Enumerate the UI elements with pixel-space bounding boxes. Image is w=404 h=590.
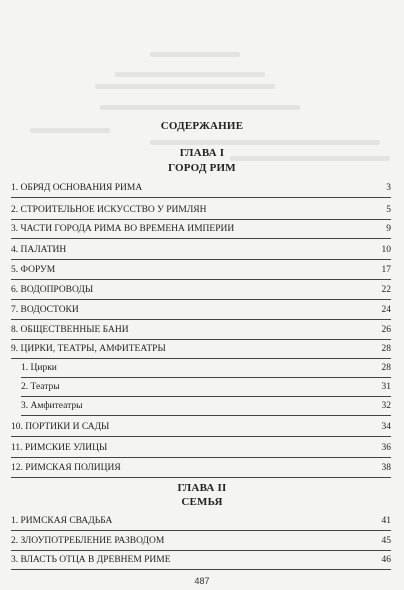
entry-underline xyxy=(11,436,391,437)
toc-entry-page: 28 xyxy=(381,363,391,373)
toc-entry-label: 3. ЧАСТИ ГОРОДА РИМА ВО ВРЕМЕНА ИМПЕРИИ xyxy=(11,224,235,234)
entry-underline xyxy=(11,279,391,280)
toc-entry[interactable] xyxy=(11,243,391,257)
toc-entry-page: 41 xyxy=(381,516,391,526)
toc-entry-page: 17 xyxy=(381,265,391,275)
toc-subentry[interactable] xyxy=(21,399,391,413)
toc-entry-label: 2. Театры xyxy=(21,382,60,392)
toc-entry-label: 3. Амфитеатры xyxy=(21,401,83,411)
toc-entry[interactable] xyxy=(11,323,391,337)
toc-entry-label: 2. СТРОИТЕЛЬНОЕ ИСКУССТВО У РИМЛЯН xyxy=(11,205,207,215)
toc-entry-label: 7. ВОДОСТОКИ xyxy=(11,305,79,315)
chapter-1-number: ГЛАВА I xyxy=(179,147,225,159)
toc-entry-page: 22 xyxy=(381,285,391,295)
bleed-through-mark xyxy=(100,105,300,110)
entry-underline xyxy=(21,396,391,397)
entry-underline xyxy=(11,219,391,220)
toc-entry[interactable] xyxy=(11,222,391,236)
toc-entry-page: 9 xyxy=(386,224,391,234)
toc-entry-page: 3 xyxy=(386,183,391,193)
toc-subentry[interactable] xyxy=(21,380,391,394)
chapter-2-title: СЕМЬЯ xyxy=(181,496,223,508)
toc-entry-label: 1. РИМСКАЯ СВАДЬБА xyxy=(11,516,113,526)
toc-entry-page: 26 xyxy=(381,325,391,335)
toc-entry[interactable] xyxy=(11,342,391,356)
entry-underline xyxy=(11,339,391,340)
toc-entry-label: 11. РИМСКИЕ УЛИЦЫ xyxy=(11,443,108,453)
entry-underline xyxy=(21,415,391,416)
toc-entry[interactable] xyxy=(11,283,391,297)
entry-underline xyxy=(11,477,391,478)
toc-entry[interactable] xyxy=(11,420,391,434)
toc-entry-page: 46 xyxy=(381,555,391,565)
entry-underline xyxy=(11,259,391,260)
toc-subentry[interactable] xyxy=(21,361,391,375)
toc-entry-page: 32 xyxy=(381,401,391,411)
entry-underline xyxy=(11,358,391,359)
toc-entry-page: 5 xyxy=(386,205,391,215)
toc-entry-page: 45 xyxy=(381,536,391,546)
toc-entry-page: 36 xyxy=(381,443,391,453)
toc-entry-label: 10. ПОРТИКИ И САДЫ xyxy=(11,422,110,432)
entry-underline xyxy=(21,377,391,378)
entry-underline xyxy=(11,530,391,531)
toc-entry[interactable] xyxy=(11,534,391,548)
entry-underline xyxy=(11,238,391,239)
toc-entry[interactable] xyxy=(11,461,391,475)
chapter-1-title: ГОРОД РИМ xyxy=(168,162,236,174)
toc-entry-label: 3. ВЛАСТЬ ОТЦА В ДРЕВНЕМ РИМЕ xyxy=(11,555,171,565)
toc-entry[interactable] xyxy=(11,441,391,455)
entry-underline xyxy=(11,457,391,458)
contents-title: СОДЕРЖАНИЕ xyxy=(160,120,244,132)
entry-underline xyxy=(11,299,391,300)
bleed-through-mark xyxy=(95,84,275,89)
toc-entry[interactable] xyxy=(11,553,391,567)
toc-entry-label: 5. ФОРУМ xyxy=(11,265,56,275)
toc-entry-label: 2. ЗЛОУПОТРЕБЛЕНИЕ РАЗВОДОМ xyxy=(11,536,165,546)
bleed-through-mark xyxy=(150,52,240,57)
toc-entry[interactable] xyxy=(11,181,391,195)
toc-entry-page: 24 xyxy=(381,305,391,315)
toc-entry[interactable] xyxy=(11,514,391,528)
toc-entry-page: 10 xyxy=(381,245,391,255)
entry-underline xyxy=(11,569,391,570)
toc-entry-page: 31 xyxy=(381,382,391,392)
entry-underline xyxy=(11,550,391,551)
toc-entry-page: 38 xyxy=(381,463,391,473)
page-number: 487 xyxy=(194,576,210,586)
toc-entry-label: 4. ПАЛАТИН xyxy=(11,245,67,255)
entry-underline xyxy=(11,319,391,320)
toc-entry-label: 1. ОБРЯД ОСНОВАНИЯ РИМА xyxy=(11,183,143,193)
toc-entry-label: 12. РИМСКАЯ ПОЛИЦИЯ xyxy=(11,463,121,473)
toc-entry[interactable] xyxy=(11,203,391,217)
bleed-through-mark xyxy=(150,140,380,145)
entry-underline xyxy=(11,197,391,198)
toc-entry-label: 1. Цирки xyxy=(21,363,57,373)
chapter-2-number: ГЛАВА II xyxy=(177,482,227,494)
toc-entry[interactable] xyxy=(11,263,391,277)
toc-entry-label: 6. ВОДОПРОВОДЫ xyxy=(11,285,94,295)
toc-entry-label: 9. ЦИРКИ, ТЕАТРЫ, АМФИТЕАТРЫ xyxy=(11,344,166,354)
toc-entry-page: 28 xyxy=(381,344,391,354)
toc-entry-page: 34 xyxy=(381,422,391,432)
bleed-through-mark xyxy=(115,72,265,77)
toc-entry-label: 8. ОБЩЕСТВЕННЫЕ БАНИ xyxy=(11,325,129,335)
toc-entry[interactable] xyxy=(11,303,391,317)
